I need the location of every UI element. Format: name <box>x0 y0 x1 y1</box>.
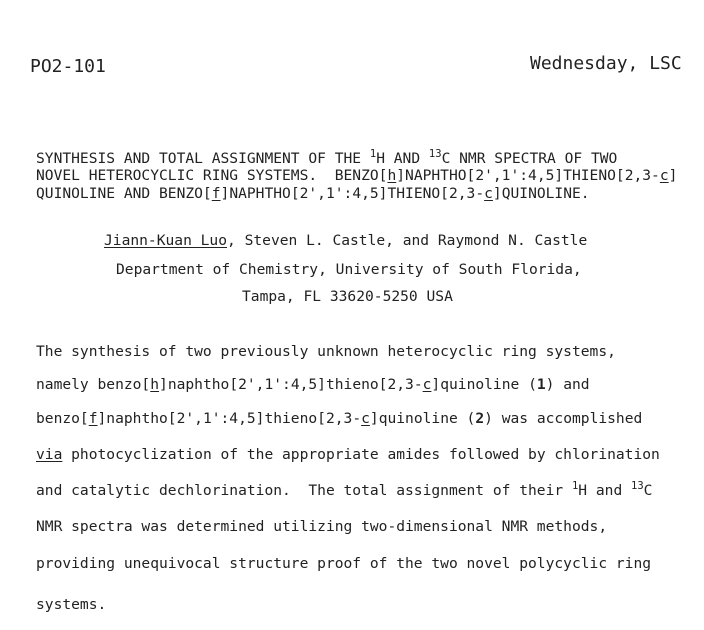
title-text: SYNTHESIS AND TOTAL ASSIGNMENT OF THE <box>36 150 370 167</box>
abstract-text: and catalytic dechlorination. The total assignment of their <box>36 482 572 499</box>
superscript: 13 <box>428 148 442 161</box>
underlined-letter: f <box>88 410 98 427</box>
title-line-1 <box>36 148 618 167</box>
abstract-text: photocyclization of the appropriate amides followed by chlorination <box>62 446 660 463</box>
abstract-text: ]quinoline ( <box>369 410 476 427</box>
underlined-letter: f <box>211 185 221 202</box>
underlined-letter: h <box>387 167 397 184</box>
underlined-letter: c <box>361 410 370 427</box>
title-line-2 <box>36 169 677 184</box>
abstract-text: C <box>643 482 653 499</box>
abstract-text: H and <box>578 482 632 499</box>
underlined-letter: h <box>150 376 160 393</box>
title-line-3 <box>36 187 590 202</box>
abstract-text: ]naphtho[2',1':4,5]thieno[2,3- <box>97 410 362 427</box>
compound-number: 1 <box>536 376 546 393</box>
department: Department of Chemistry, University of South Florida, <box>116 261 582 278</box>
title-text: ] <box>668 167 678 184</box>
superscript: 1 <box>369 148 377 161</box>
underlined-letter: c <box>659 167 669 184</box>
abstract-line-3 <box>36 412 642 427</box>
underlined-word: via <box>36 446 63 463</box>
authors-line <box>104 234 587 249</box>
title-text: NOVEL HETEROCYCLIC RING SYSTEMS. BENZO[ <box>36 167 388 184</box>
abstract-text: benzo[ <box>36 410 89 427</box>
superscript: 1 <box>571 480 579 493</box>
compound-number: 2 <box>475 410 485 427</box>
address: Tampa, FL 33620-5250 USA <box>242 288 453 305</box>
abstract-text: ) was accomplished <box>484 410 643 427</box>
presenting-author: Jiann-Kuan Luo <box>104 232 228 249</box>
underlined-letter: c <box>484 185 493 202</box>
abstract-code: PO2-101 <box>30 56 106 77</box>
title-text: ]NAPHTHO[2',1':4,5]THIENO[2,3- <box>220 185 485 202</box>
superscript: 13 <box>631 480 644 493</box>
abstract-line-7: providing unequivocal structure proof of the two novel polycyclic ring <box>36 555 652 572</box>
title-text: ]QUINOLINE. <box>492 185 590 202</box>
abstract-line-6: NMR spectra was determined utilizing two-dimensional NMR methods, <box>36 518 608 535</box>
abstract-line-1: The synthesis of two previously unknown heterocyclic ring systems, <box>36 343 616 360</box>
session-label: Wednesday, LSC <box>530 53 682 74</box>
title-text: C NMR SPECTRA OF TWO <box>441 150 618 167</box>
title-text: QUINOLINE AND BENZO[ <box>36 185 212 202</box>
abstract-text: ) and <box>545 376 590 393</box>
abstract-line-4 <box>36 448 660 463</box>
title-text: ]NAPHTHO[2',1':4,5]THIENO[2,3- <box>396 167 660 184</box>
abstract-text: namely benzo[ <box>36 376 151 393</box>
title-text: H AND <box>376 150 429 167</box>
abstract-line-5 <box>36 480 653 499</box>
co-authors: , Steven L. Castle, and Raymond N. Castle <box>227 232 588 249</box>
abstract-line-2 <box>36 378 590 393</box>
abstract-text: ]quinoline ( <box>431 376 537 393</box>
abstract-line-8: systems. <box>36 596 107 613</box>
underlined-letter: c <box>422 376 432 393</box>
abstract-text: ]naphtho[2',1':4,5]thieno[2,3- <box>159 376 423 393</box>
